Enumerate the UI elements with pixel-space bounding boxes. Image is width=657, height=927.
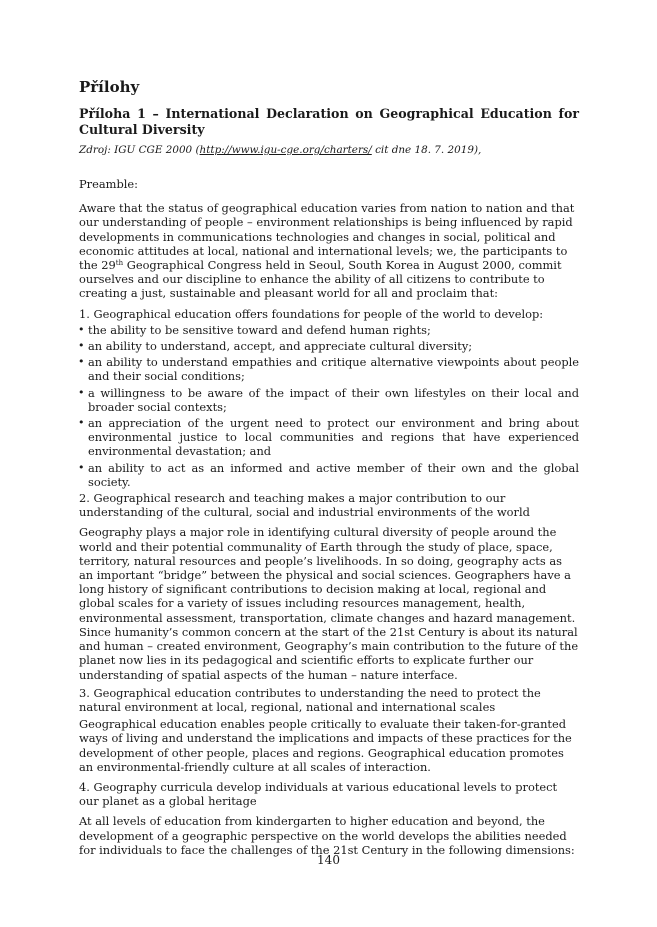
intro-superscript: th bbox=[115, 259, 124, 268]
point-3-heading: 3. Geographical education contributes to understanding the need to protect the natural environment at local, regional, national and international scales bbox=[79, 685, 541, 714]
bullet-item: • an ability to understand, accept, and appreciate cultural diversity; bbox=[79, 339, 579, 353]
document-body bbox=[79, 177, 579, 863]
bullet-item: • an ability to act as an informed and active member of their own and the global society. bbox=[79, 461, 579, 489]
bullet-item: • the ability to be sensitive toward and defend human rights; bbox=[79, 323, 579, 337]
bullet-list bbox=[79, 323, 579, 489]
bullet-item: • a willingness to be aware of the impact of their own lifestyles on their local and broader social contexts; bbox=[79, 386, 579, 414]
point-4-paragraph: At all levels of education from kindergarten to higher education and beyond, the development of a geographic perspective on the world develops the abilities needed for individuals to face the challenges of the 21st Century in the following dimensions: bbox=[79, 814, 575, 857]
annex-title: Příloha 1 – International Declaration on Geographical Education for Cultural Diversity bbox=[79, 106, 579, 137]
section-heading: Přílohy bbox=[79, 78, 140, 96]
point-2-heading: 2. Geographical research and teaching makes a major contribution to our understanding of the cultural, social and industrial environments of the world bbox=[79, 491, 530, 520]
source-link[interactable]: http://www.igu-cge.org/charters/ bbox=[199, 144, 372, 156]
point-4-heading: 4. Geography curricula develop individuals at various educational levels to protect our planet as a global heritage bbox=[79, 779, 558, 809]
intro-part1: Aware that the status of geographical education varies from nation to nation and that our understanding of people – environment relationships is being influenced by rapid developments in communications technologies and changes in social, political and economic attitudes at local, national and international levels; we, the participants to the 29 bbox=[79, 201, 575, 273]
point-1-heading: 1. Geographical education offers foundations for people of the world to develop: bbox=[79, 306, 544, 321]
point-3-paragraph: Geographical education enables people critically to evaluate their taken-for-granted ways of living and understand the implications and impacts of these practices for the development of other people, places and regions. Geographical education promotes an environmental-friendly culture at all scales of interaction. bbox=[79, 717, 572, 774]
intro-part2: Geographical Congress held in Seoul, South Korea in August 2000, commit ourselves and our discipline to enhance the ability of all citizens to contribute to creating a just, sustainable and pleasant world for all and proclaim that: bbox=[79, 258, 562, 301]
source-suffix: cit dne 18. 7. 2019), bbox=[371, 144, 482, 156]
preamble-label: Preamble: bbox=[79, 177, 138, 191]
intro-paragraph bbox=[79, 201, 579, 300]
page-number: 140 bbox=[317, 853, 340, 867]
source-prefix: Zdroj: IGU CGE 2000 ( bbox=[79, 144, 200, 156]
bullet-item: • an ability to understand empathies and critique alternative viewpoints about people and their social conditions; bbox=[79, 355, 579, 383]
source-line bbox=[79, 144, 481, 156]
bullet-item: • an appreciation of the urgent need to protect our environment and bring about environmental justice to local communities and regions that have experienced environmental devastation; and bbox=[79, 416, 579, 459]
point-2-paragraph: Geography plays a major role in identifying cultural diversity of people around the world and their potential communality of Earth through the study of place, space, territory, natural resources and people’s livelihoods. In so doing, geography acts as an important “bridge” between the physical and social sciences. Geographers have a long history of significant contributions to decision making at local, regional and global scales for a variety of issues including resources management, health, environmental assessment, transportation, climate changes and hazard management. Since humanity’s common concern at the start of the 21st Century is about its natural and human – created environment, Geography’s main contribution to the future of the planet now lies in its pedagogical and scientific efforts to explicate further our understanding of spatial aspects of the human – nature interface. bbox=[79, 525, 579, 682]
